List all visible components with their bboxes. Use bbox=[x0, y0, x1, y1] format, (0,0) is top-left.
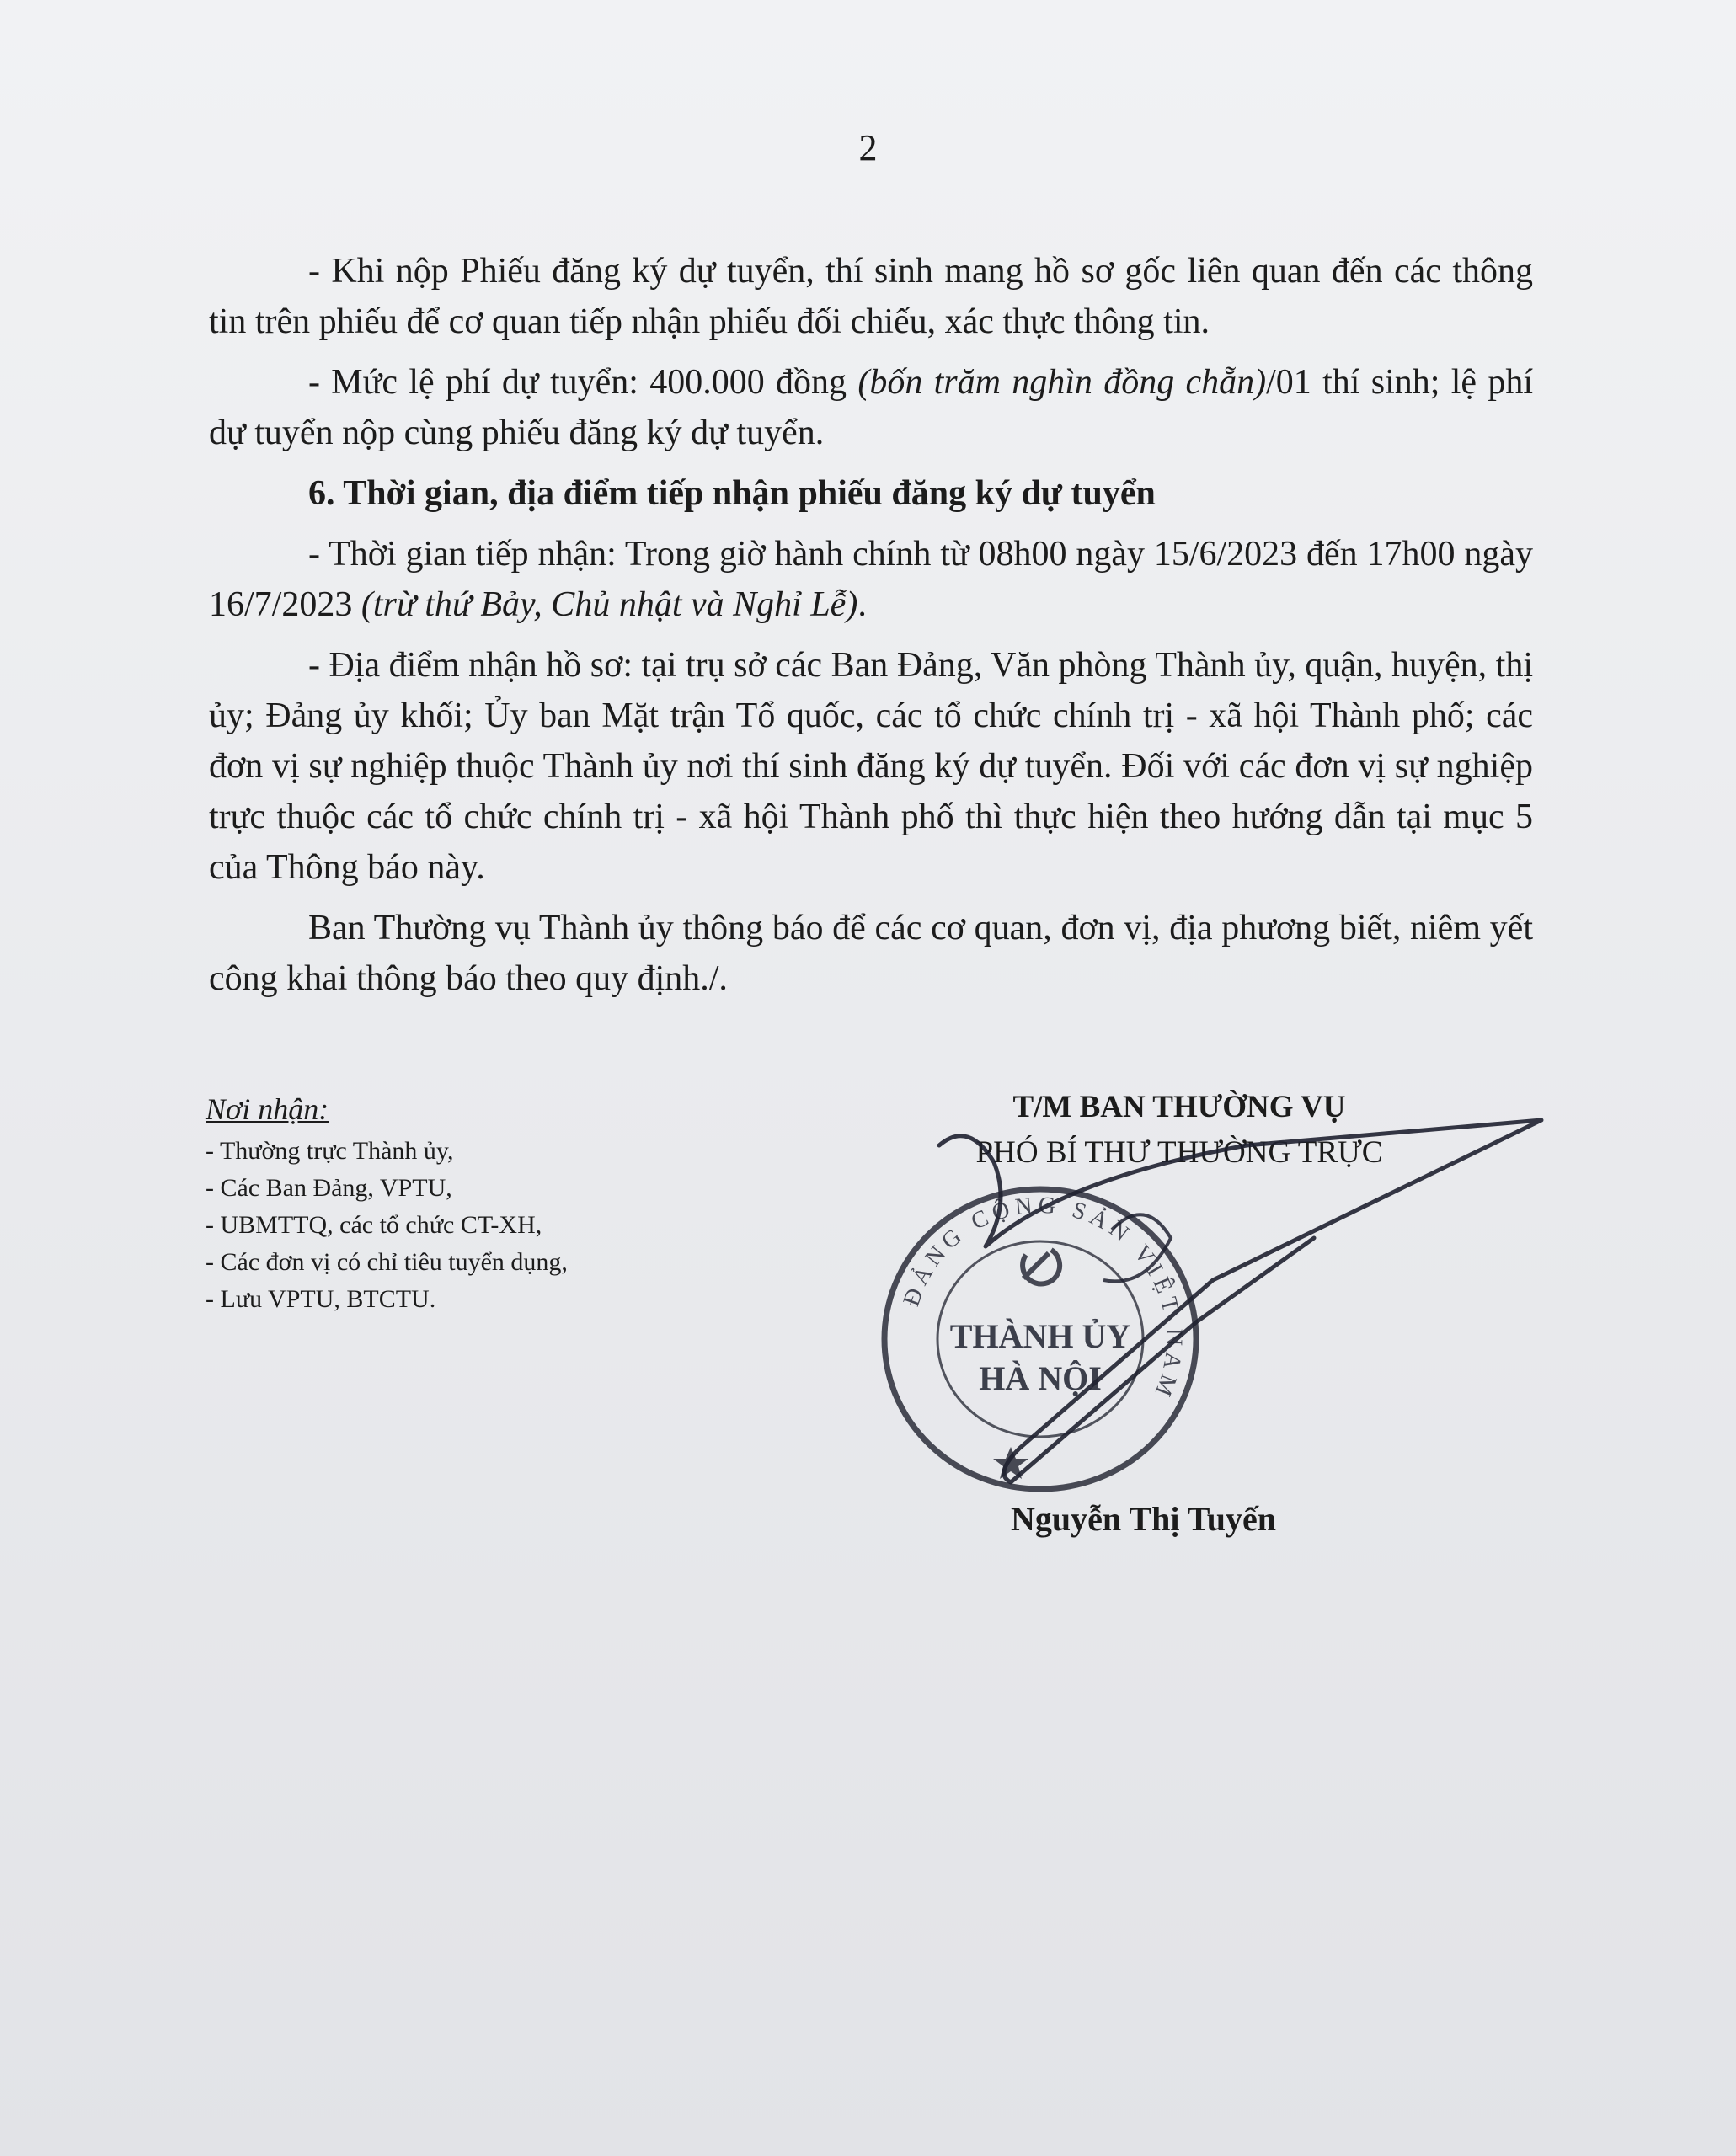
recipients-list bbox=[206, 1133, 812, 1318]
seal-center-line2: HÀ NỘI bbox=[979, 1359, 1102, 1397]
seal-center-line1: THÀNH ỦY bbox=[949, 1317, 1131, 1355]
receiving-time-exception: (trừ thứ Bảy, Chủ nhật và Nghỉ Lễ) bbox=[361, 585, 858, 624]
recipient-item: - Lưu VPTU, BTCTU. bbox=[206, 1285, 436, 1313]
paragraph-submission-documents: - Khi nộp Phiếu đăng ký dự tuyển, thí sinh mang hồ sơ gốc liên quan đến các thông tin trên phiếu để cơ quan tiếp nhận phiếu đối chiếu, xác thực thông tin. bbox=[209, 252, 1533, 341]
paragraph-receiving-time bbox=[209, 529, 1533, 630]
recipients-title: Nơi nhận: bbox=[206, 1092, 329, 1126]
fee-in-words: (bốn trăm nghìn đồng chẵn) bbox=[857, 363, 1267, 402]
recipient-item: - Thường trực Thành ủy, bbox=[206, 1137, 454, 1165]
signer-position: PHÓ BÍ THƯ THƯỜNG TRỰC bbox=[975, 1135, 1383, 1170]
receiving-time-end: . bbox=[857, 585, 867, 624]
recipients-block bbox=[206, 1091, 812, 1318]
recipient-item: - Các đơn vị có chỉ tiêu tuyển dụng, bbox=[206, 1248, 568, 1276]
paragraph-exam-fee bbox=[209, 357, 1533, 458]
document-body bbox=[209, 246, 1533, 1014]
signing-authority: T/M BAN THƯỜNG VỤ bbox=[1012, 1090, 1346, 1124]
page-number: 2 bbox=[858, 127, 878, 168]
paragraph-closing: Ban Thường vụ Thành ủy thông báo để các cơ quan, đơn vị, địa phương biết, niêm yết công khai thông báo theo quy định./. bbox=[209, 909, 1533, 998]
receiving-time-text: - Thời gian tiếp nhận: Trong giờ hành chính từ 08h00 ngày 15/6/2023 đến 17h00 ngày 16/7/2023 bbox=[209, 535, 1533, 624]
paragraph-receiving-location: - Địa điểm nhận hồ sơ: tại trụ sở các Ban Đảng, Văn phòng Thành ủy, quận, huyện, thị ủy; Đảng ủy khối; Ủy ban Mặt trận Tổ quốc, các tổ chức chính trị - xã hội Thành phố; các đơn vị sự nghiệp thuộc Thành ủy nơi thí sinh đăng ký dự tuyển. Đối với các đơn vị sự nghiệp trực thuộc các tổ chức chính trị - xã hội Thành phố thì thực hiện theo hướng dẫn tại mục 5 của Thông báo này. bbox=[209, 646, 1533, 887]
fee-text: - Mức lệ phí dự tuyển: 400.000 đồng bbox=[308, 363, 858, 402]
recipient-item: - UBMTTQ, các tổ chức CT-XH, bbox=[206, 1211, 542, 1239]
signer-name: Nguyễn Thị Tuyến bbox=[1011, 1500, 1276, 1538]
section-6-heading: 6. Thời gian, địa điểm tiếp nhận phiếu đăng ký dự tuyển bbox=[308, 474, 1156, 513]
fee-text-end: /01 thí sinh; lệ phí dự tuyển nộp cùng phiếu đăng ký dự tuyển. bbox=[209, 363, 1533, 452]
seal-ring-text: ĐẢNG CỘNG SẢN VIỆT NAM bbox=[898, 1192, 1188, 1405]
recipient-item: - Các Ban Đảng, VPTU, bbox=[206, 1174, 452, 1202]
handwritten-signature bbox=[893, 1112, 1567, 1508]
